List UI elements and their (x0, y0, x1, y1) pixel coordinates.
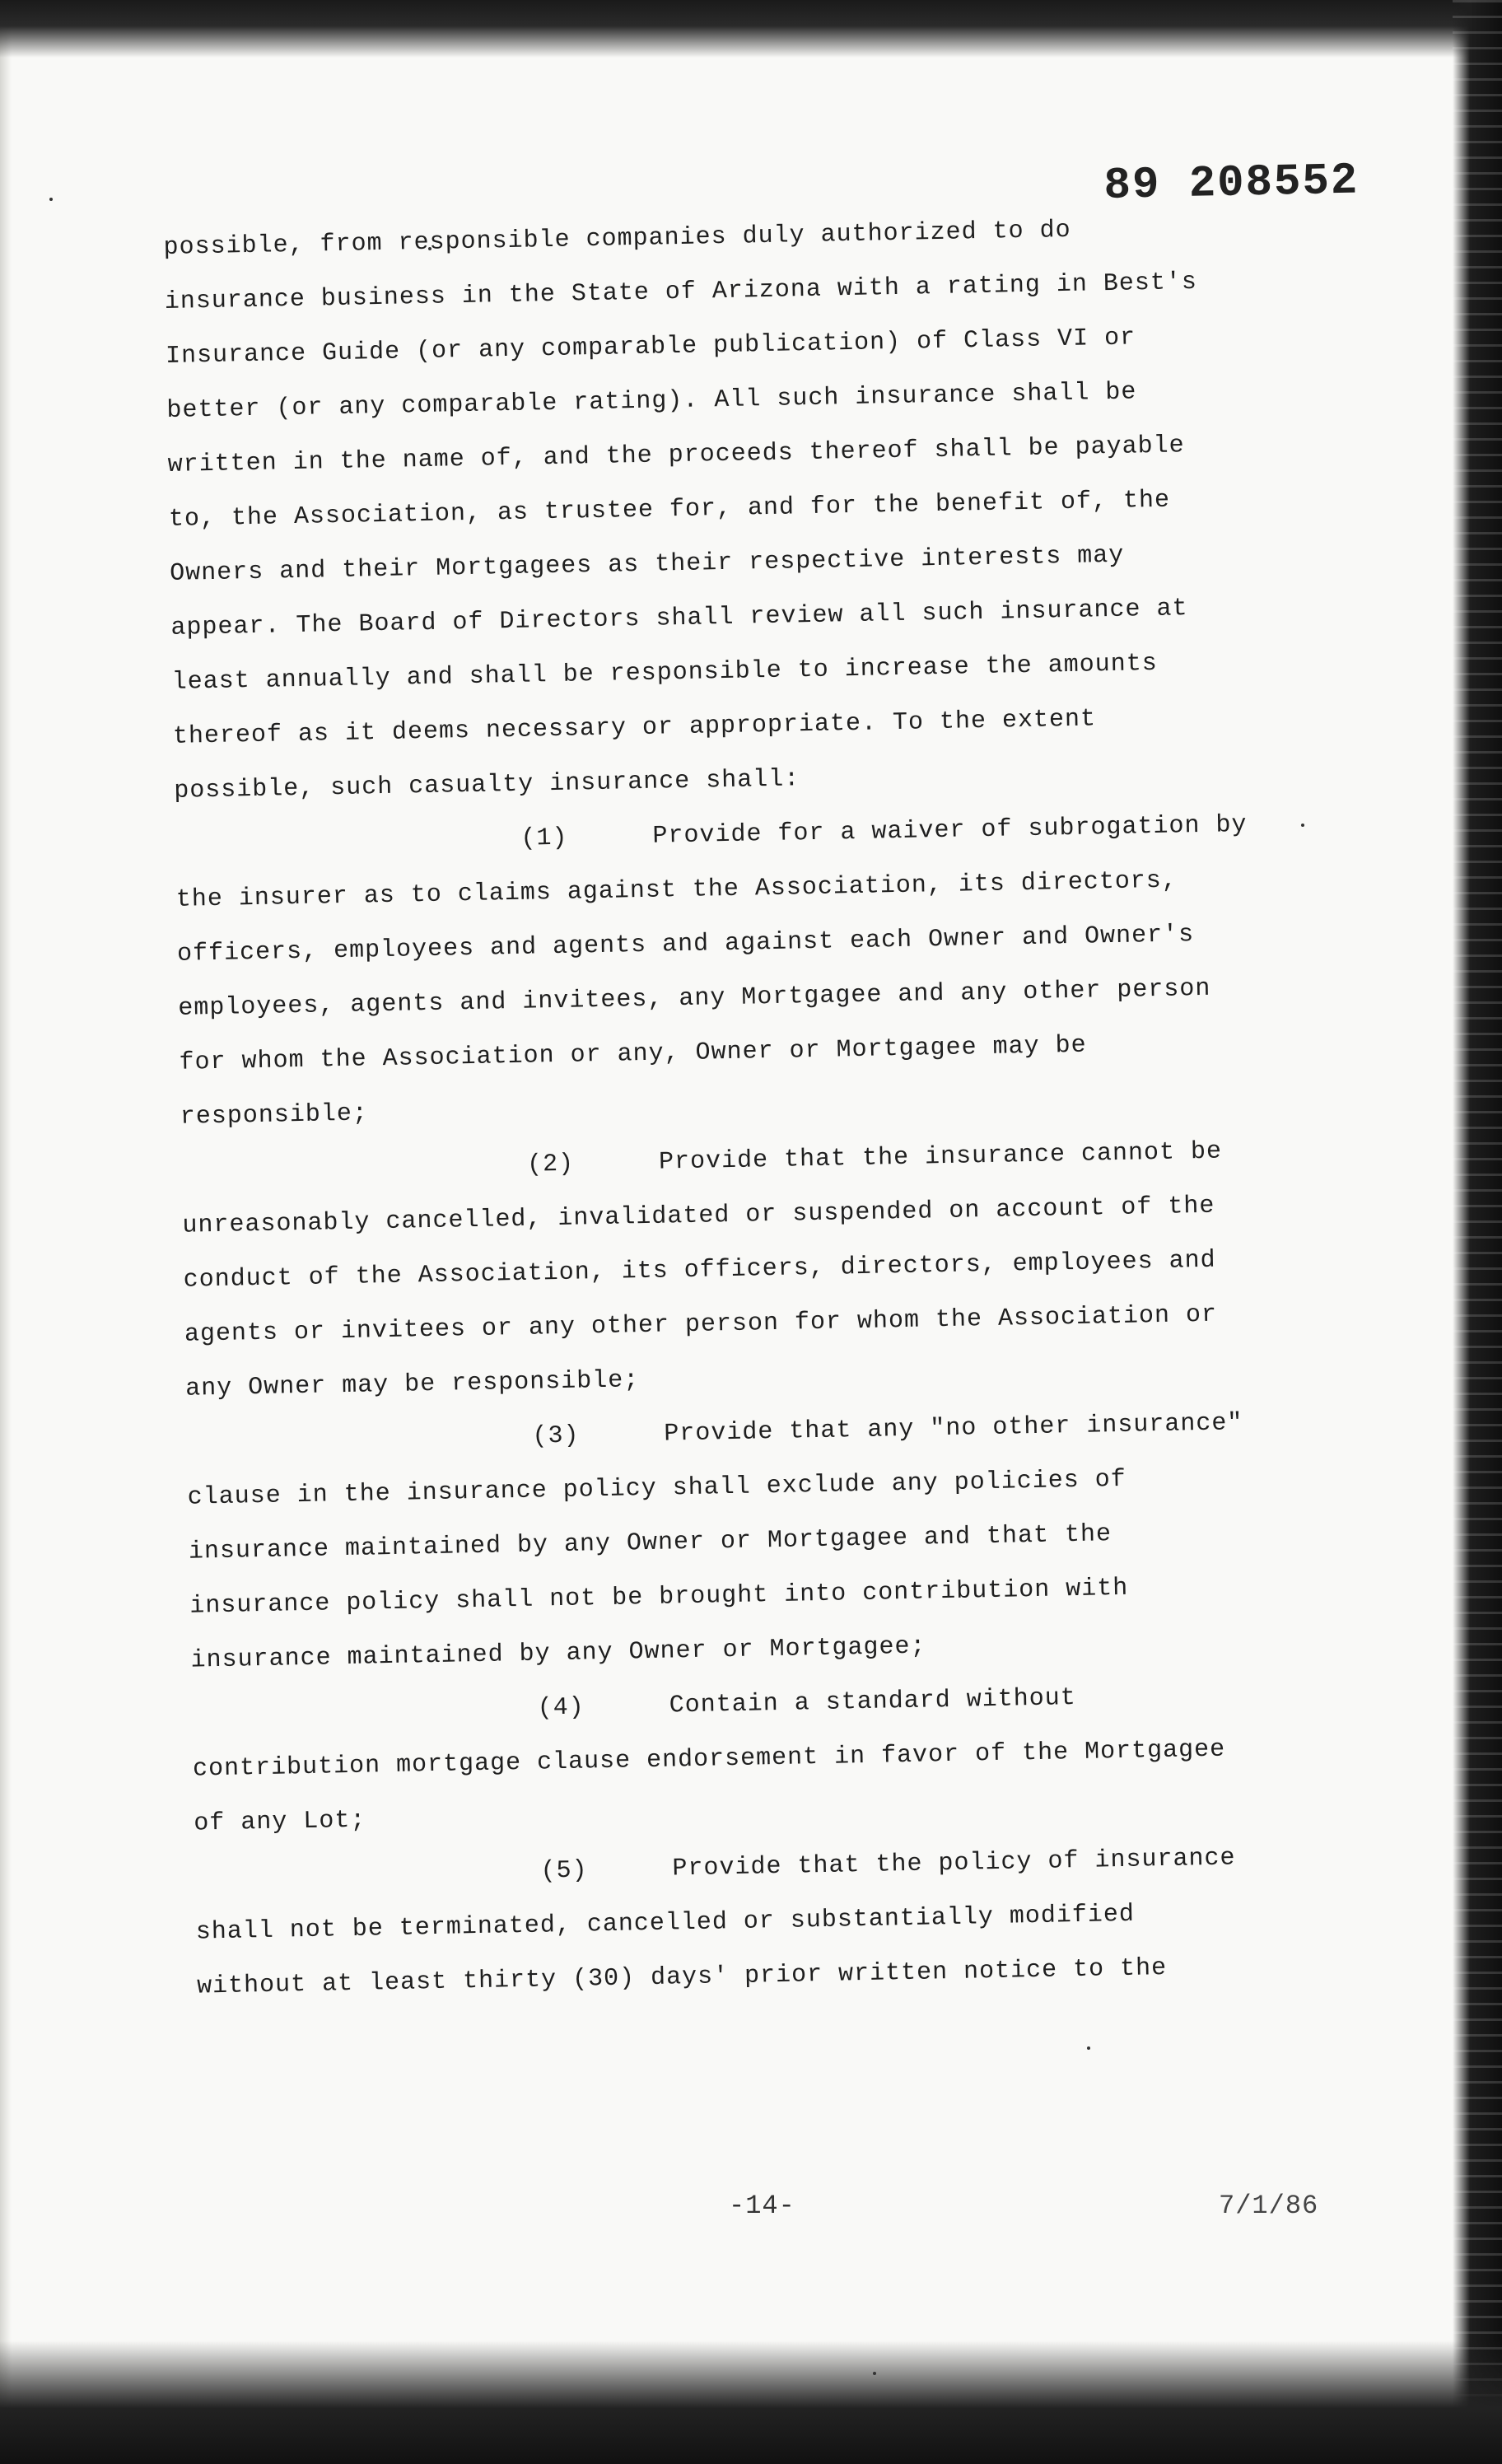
list-item-first-line: Provide that any "no other insurance" (664, 1409, 1243, 1449)
scan-right-edge-noise (1453, 0, 1502, 2464)
list-item-first-line: Provide that the policy of insurance (672, 1844, 1236, 1883)
body-line: better (or any comparable rating). All such insurance shall be (166, 378, 1137, 425)
list-item-line: insurance maintained by any Owner or Mortgagee and that the (188, 1520, 1113, 1566)
list-item-line: contribution mortgage clause endorsement in favor of the Mortgagee (192, 1735, 1226, 1784)
list-item-line: clause in the insurance policy shall exclude any policies of (187, 1465, 1127, 1512)
list-item-number: (5) (540, 1856, 588, 1886)
page-number: -14- (729, 2191, 795, 2221)
list-item-line: officers, employees and agents and against each Owner and Owner's (176, 921, 1195, 968)
scan-speck (1087, 2046, 1090, 2050)
body-line: Insurance Guide (or any comparable publication) of Class VI or (165, 324, 1136, 371)
scan-bottom-edge (0, 2340, 1502, 2464)
list-item-line: without at least thirty (30) days' prior written notice to the (196, 1953, 1168, 2001)
list-item-first-line: Contain a standard without (669, 1684, 1077, 1720)
list-item-line: the insurer as to claims against the Association, its directors, (175, 866, 1178, 914)
list-item-number: (3) (532, 1421, 580, 1451)
list-item-line: unreasonably cancelled, invalidated or suspended on account of the (182, 1192, 1215, 1240)
list-item-first-line: Provide for a waiver of subrogation by (652, 810, 1248, 851)
list-item-number: (4) (537, 1693, 585, 1723)
document-number: 89 208552 (1103, 156, 1360, 212)
list-item-number: (2) (526, 1150, 575, 1179)
list-item-number: (1) (520, 824, 568, 853)
list-item-line: conduct of the Association, its officers, directors, employees and (183, 1246, 1217, 1295)
body-line: to, the Association, as trustee for, and for the benefit of, the (168, 486, 1171, 534)
body-line: written in the name of, and the proceeds thereof shall be payable (167, 432, 1186, 479)
body-line: least annually and shall be responsible to increase the amounts (171, 649, 1159, 697)
list-item-line: responsible; (180, 1099, 369, 1132)
list-item-line: shall not be terminated, cancelled or substantially modified (195, 1900, 1136, 1947)
scan-speck (873, 2372, 876, 2375)
body-line: thereof as it deems necessary or appropriate. To the extent (172, 705, 1097, 751)
list-item-line: insurance maintained by any Owner or Mortgagee; (190, 1632, 926, 1675)
scan-top-edge (0, 0, 1502, 58)
list-item-line: agents or invitees or any other person for whom the Association or (184, 1300, 1218, 1349)
body-line: possible, from responsible companies duly authorized to do (163, 216, 1071, 262)
scan-speck (49, 198, 53, 201)
list-item-line: for whom the Association or any, Owner or Mortgagee may be (179, 1031, 1087, 1077)
body-line: insurance business in the State of Arizona with a rating in Best's (164, 268, 1198, 316)
list-item-line: employees, agents and invitees, any Mortgagee and any other person (178, 974, 1211, 1023)
page-date: 7/1/86 (1219, 2191, 1319, 2221)
list-item-line: any Owner may be responsible; (184, 1366, 640, 1403)
page-footer (0, 2191, 1502, 2240)
body-line: possible, such casualty insurance shall: (173, 765, 800, 805)
body-line: Owners and their Mortgagees as their respective interests may (169, 541, 1125, 588)
list-item-first-line: Provide that the insurance cannot be (658, 1137, 1223, 1177)
list-item-line: of any Lot; (194, 1806, 366, 1838)
document-body (163, 198, 1392, 2014)
list-item-line: insurance policy shall not be brought into contribution with (189, 1574, 1129, 1621)
scan-left-edge (0, 0, 12, 2464)
body-line: appear. The Board of Directors shall review all such insurance at (170, 595, 1188, 642)
